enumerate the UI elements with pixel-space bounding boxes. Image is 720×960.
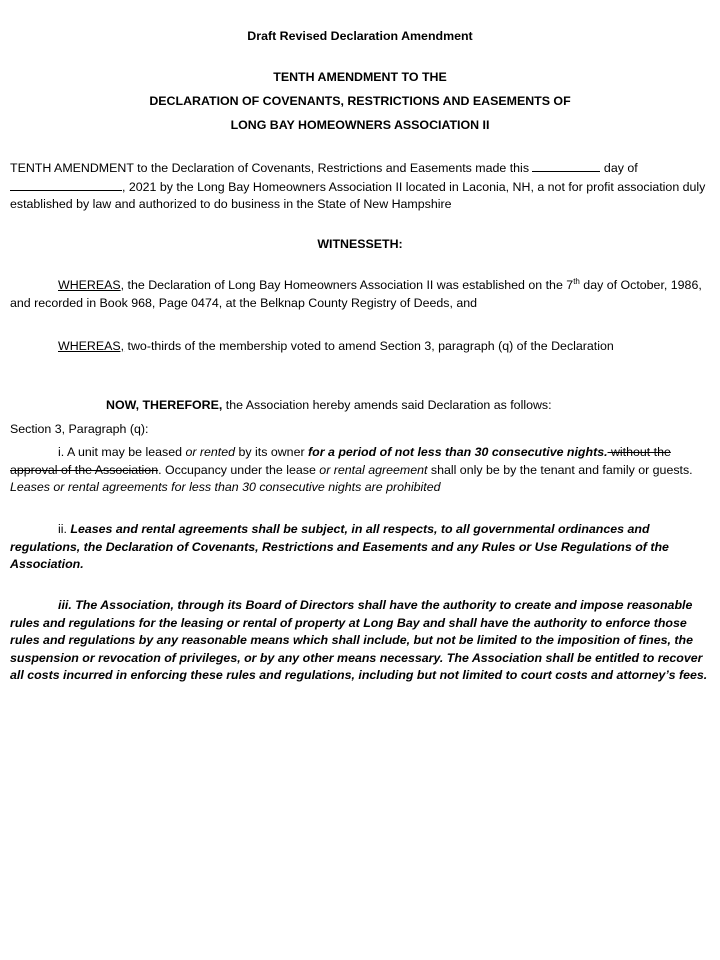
amendment-title-line-2: DECLARATION OF COVENANTS, RESTRICTIONS AND EASEMENTS OF: [149, 94, 571, 108]
whereas-paragraph-2: [10, 338, 710, 356]
therefore-paragraph: [106, 397, 710, 415]
item-i-or-rented: or rented: [185, 445, 236, 459]
item-i-occupancy-2: shall only be by the tenant and family or guests.: [427, 462, 693, 477]
date-month-blank: [10, 178, 122, 191]
intro-paragraph: [10, 159, 710, 214]
item-iii-paragraph: iii. The Association, through its Board of Directors shall have the authority to create and impose reasonable rules and regulations for the leasing or rental of property at Long Bay and shall have the authority to enforce those rules and regulations by any reasonable means which shall include, but not be limited to the imposition of fines, the suspension or revocation of privileges, or by any other means necessary. The Association shall be entitled to recover all costs incurred in enforcing these rules and regulations, including but not limited to court costs and attorney’s fees.: [10, 598, 708, 683]
item-i-paragraph: [10, 444, 710, 497]
whereas-paragraph-1: [10, 277, 710, 312]
item-i-by-owner: by its owner: [235, 445, 309, 459]
amendment-title-line-1: TENTH AMENDMENT TO THE: [273, 70, 447, 84]
item-i-rental-agreement: or rental agreement: [319, 462, 428, 477]
intro-text-3: , 2021 by the Long Bay Homeowners Association II located in Laconia, NH, a not for profit association duly established by law and authorized to do business in the State of New Hampshire: [10, 179, 706, 212]
intro-text-1: TENTH AMENDMENT to the Declaration of Covenants, Restrictions and Easements made this: [10, 161, 530, 175]
date-day-blank: [532, 159, 600, 172]
draft-title: Draft Revised Declaration Amendment: [247, 29, 473, 43]
therefore-text: the Association hereby amends said Declaration as follows:: [222, 398, 552, 412]
whereas-label-2: WHEREAS,: [58, 339, 125, 353]
whereas-label-1: WHEREAS: [58, 278, 121, 292]
item-i-struck-text: without the approval of the Association: [10, 445, 671, 477]
item-i-occupancy-1: . Occupancy under the lease: [158, 462, 320, 477]
item-ii-text: Leases and rental agreements shall be subject, in all respects, to all governmental ordinances and regulations, the Declaration of Covenants, Restrictions and Easements and any Rules or Use Regulations of the Association.: [10, 522, 669, 572]
amendment-title-line-3: LONG BAY HOMEOWNERS ASSOCIATION II: [230, 118, 490, 132]
witnesseth-heading: WITNESSETH:: [317, 237, 403, 251]
whereas-text-1b: day of October, 1986, and recorded in Book 968, Page 0474, at the Belknap County Registry of Deeds, and: [10, 278, 702, 310]
item-i-period: for a period of not less than 30 consecutive nights.: [308, 445, 608, 459]
ordinal-suffix: th: [573, 276, 580, 286]
item-i-start: i. A unit may be leased: [58, 445, 186, 459]
whereas-text-2: two-thirds of the membership voted to amend Section 3, paragraph (q) of the Declaration: [124, 339, 614, 353]
whereas-text-1a: , the Declaration of Long Bay Homeowners Association II was established on the 7: [120, 278, 574, 292]
section-heading: Section 3, Paragraph (q):: [10, 422, 149, 436]
intro-text-2: day of: [603, 161, 638, 175]
item-ii-number: ii.: [58, 522, 71, 536]
therefore-label: NOW, THEREFORE,: [106, 398, 223, 412]
item-ii-paragraph: [10, 521, 710, 574]
item-i-prohibited: Leases or rental agreements for less than 30 consecutive nights are prohibited: [10, 480, 441, 495]
